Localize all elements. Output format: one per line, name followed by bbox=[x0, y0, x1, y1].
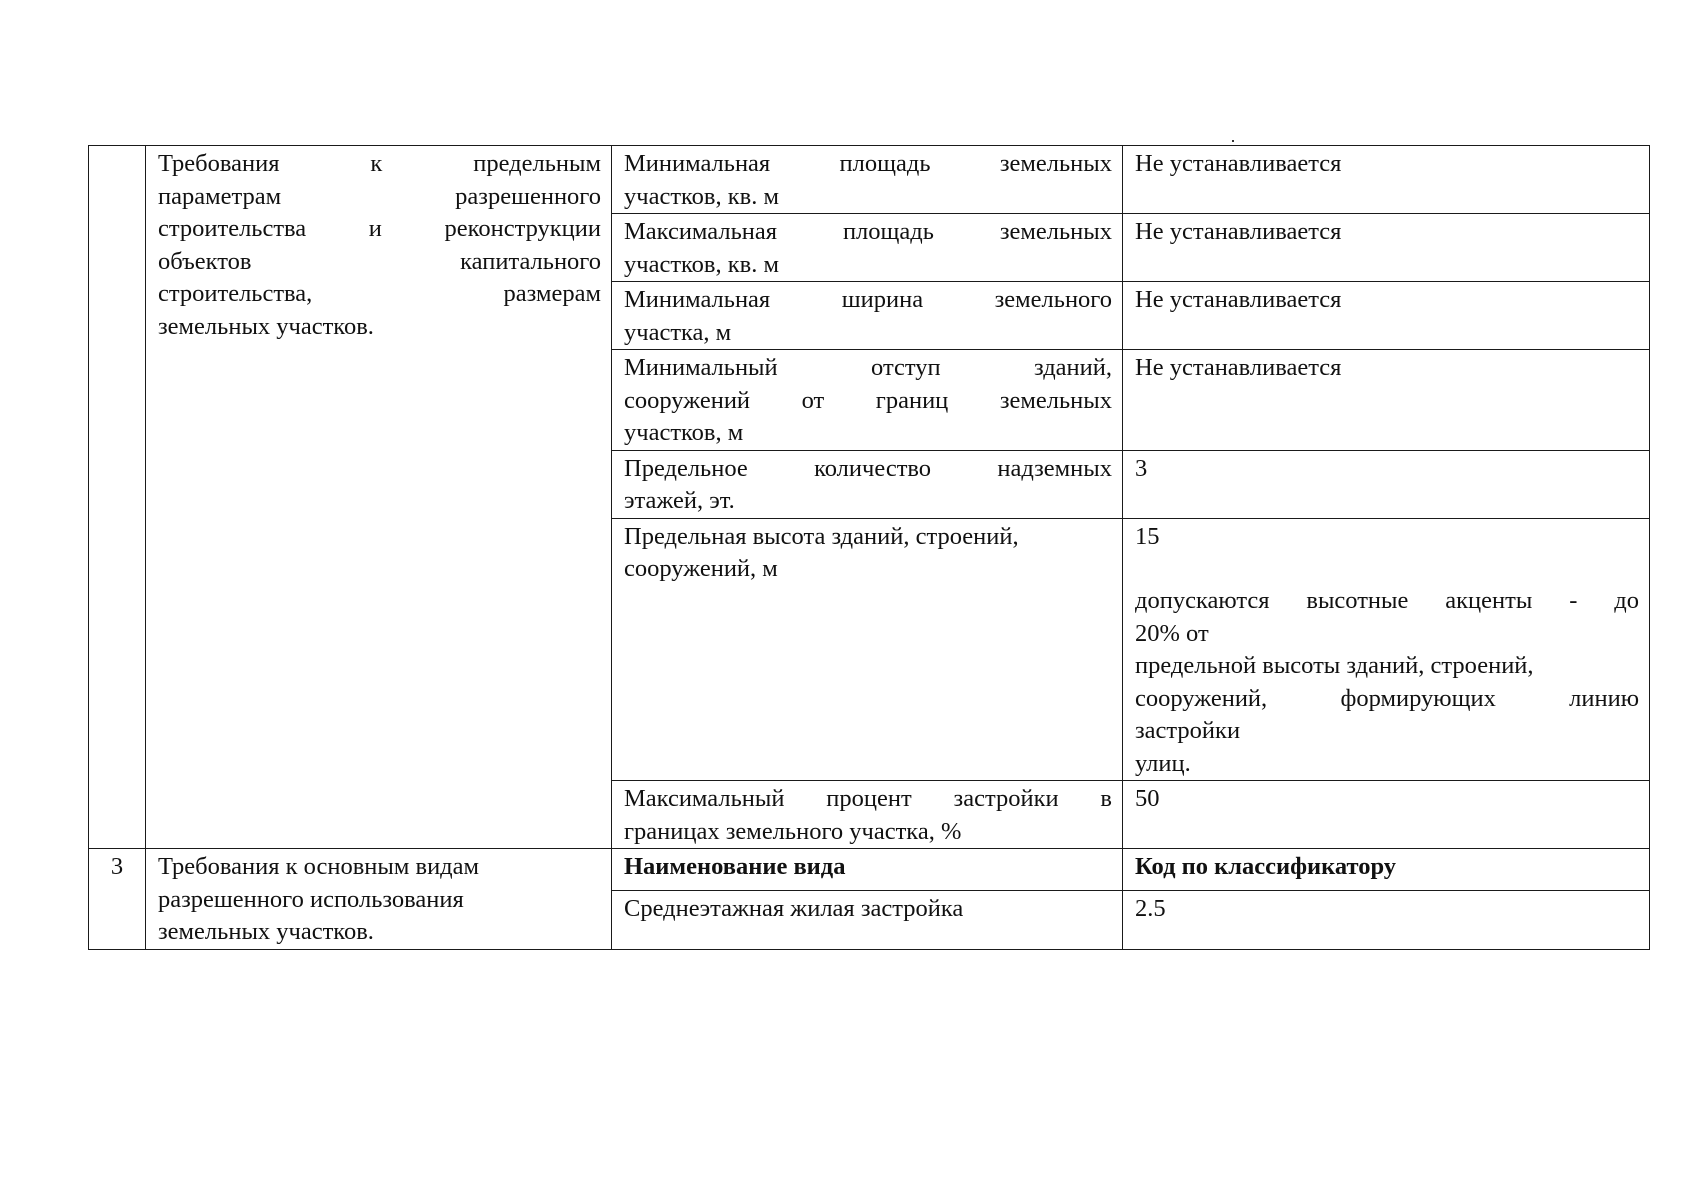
note-line: предельной высоты зданий, строений, bbox=[1135, 652, 1534, 679]
label-line: строительства и реконструкции bbox=[158, 215, 601, 242]
param-name bbox=[612, 282, 1123, 350]
label-line: земельных участков. bbox=[158, 312, 374, 340]
param-value: Не устанавливается bbox=[1123, 350, 1650, 451]
label-line: объектов капитального bbox=[158, 247, 601, 275]
param-name bbox=[612, 350, 1123, 451]
label-line: земельных участков. bbox=[158, 918, 374, 945]
use-code: 2.5 bbox=[1123, 890, 1650, 949]
param-name-line: Минимальная ширина земельного bbox=[624, 286, 1112, 313]
spacer bbox=[1135, 553, 1639, 585]
param-name-line: участка, м bbox=[624, 318, 732, 346]
label-line: параметрам разрешенного bbox=[158, 182, 601, 210]
param-value: 15 bbox=[1135, 522, 1160, 550]
label-line: разрешенного использования bbox=[158, 885, 464, 913]
param-name bbox=[612, 214, 1123, 282]
param-name-line: Предельная высота зданий, строений, bbox=[624, 522, 1019, 550]
label-line: строительства, размерам bbox=[158, 280, 601, 307]
scan-mark bbox=[1232, 140, 1234, 142]
param-name-line: Предельное количество надземных bbox=[624, 454, 1112, 482]
header-use-code: Код по классификатору bbox=[1123, 849, 1650, 891]
note-line: застройки bbox=[1135, 717, 1241, 744]
note-line: 20% от bbox=[1135, 619, 1209, 647]
use-header-row bbox=[89, 849, 1650, 891]
note-line: допускаются высотные акценты - до bbox=[1135, 587, 1639, 614]
param-name bbox=[612, 450, 1123, 518]
section-number: 3 bbox=[89, 849, 146, 950]
param-name-line: Минимальная площадь земельных bbox=[624, 150, 1112, 177]
param-name-line: участков, кв. м bbox=[624, 182, 779, 210]
param-name-line: сооружений, м bbox=[624, 555, 778, 582]
param-name-line: Максимальная площадь земельных bbox=[624, 218, 1112, 245]
note-line: улиц. bbox=[1135, 749, 1191, 777]
param-name bbox=[612, 781, 1123, 849]
header-use-name: Наименование вида bbox=[612, 849, 1123, 891]
param-row bbox=[89, 146, 1650, 214]
note-line: сооружений, формирующих линию bbox=[1135, 684, 1639, 712]
param-name-line: сооружений от границ земельных bbox=[624, 386, 1112, 414]
param-name-line: участков, кв. м bbox=[624, 250, 779, 278]
use-section-label bbox=[146, 849, 612, 950]
param-name-line: Минимальный отступ зданий, bbox=[624, 354, 1112, 381]
param-value: Не устанавливается bbox=[1123, 146, 1650, 214]
params-section-label bbox=[146, 146, 612, 849]
param-value: Не устанавливается bbox=[1123, 214, 1650, 282]
param-name bbox=[612, 146, 1123, 214]
param-value: 3 bbox=[1123, 450, 1650, 518]
param-name-line: этажей, эт. bbox=[624, 487, 735, 514]
param-name-line: границах земельного участка, % bbox=[624, 817, 962, 845]
zoning-requirements-table bbox=[88, 145, 1650, 950]
param-name bbox=[612, 518, 1123, 781]
param-value-with-note bbox=[1123, 518, 1650, 781]
label-line: Требования к предельным bbox=[158, 150, 601, 177]
param-value: 50 bbox=[1123, 781, 1650, 849]
row-number-cell bbox=[89, 146, 146, 849]
use-name: Среднеэтажная жилая застройка bbox=[612, 890, 1123, 949]
param-name-line: участков, м bbox=[624, 419, 744, 446]
param-value: Не устанавливается bbox=[1123, 282, 1650, 350]
param-name-line: Максимальный процент застройки в bbox=[624, 785, 1112, 812]
label-line: Требования к основным видам bbox=[158, 853, 480, 880]
